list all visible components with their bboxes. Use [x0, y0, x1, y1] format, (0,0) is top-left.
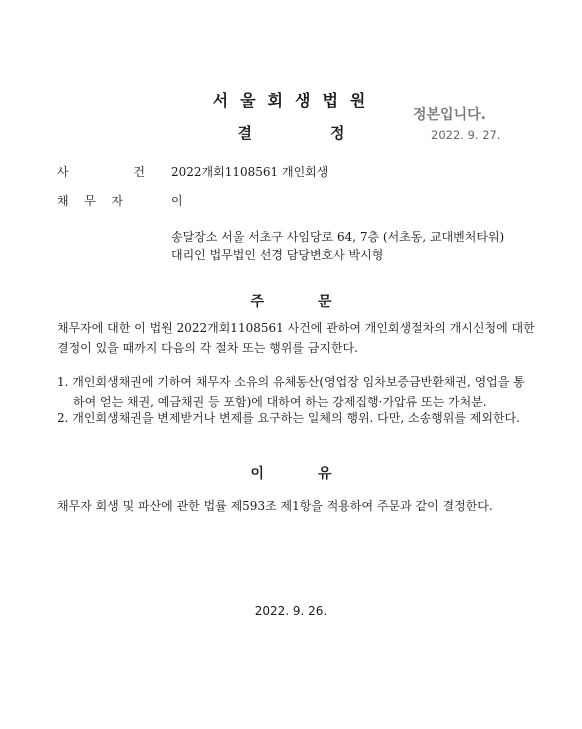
certified-copy-stamp: 정본입니다.: [413, 107, 486, 123]
case-label-char: 건: [133, 165, 145, 179]
reason-heading: 이유: [250, 466, 386, 482]
debtor-label-char: 무: [84, 194, 96, 208]
decision-date: 2022. 9. 26.: [254, 604, 328, 618]
order-item: 2. 개인회생채권을 변제받거나 변제를 요구하는 일체의 행위. 다만, 소송행위를 제외한다.: [57, 411, 520, 425]
legal-agent: 대리인 법무법인 선경 담당변호사 박시형: [171, 248, 384, 262]
case-label: [57, 163, 145, 180]
stamp-date: 2022. 9. 27.: [431, 128, 501, 142]
case-number: 2022개회1108561 개인회생: [171, 165, 329, 179]
service-address: 송달장소 서울 서초구 사임당로 64, 7층 (서초동, 교대벤처타워): [171, 230, 505, 244]
court-name: 서울회생법원: [212, 91, 378, 110]
order-item: 1. 개인회생채권에 기하여 채무자 소유의 유체동산(영업장 임차보증금반환채권, 영업을 통하여 얻는 채권, 예금채권 등 포함)에 대하여 하는 강제집행·가압류 또는 가처분.: [57, 375, 525, 409]
case-label-char: 사: [57, 165, 69, 179]
document-type-title: 결정: [237, 124, 423, 142]
order-intro: 채무자에 대한 이 법원 2022개회1108561 사건에 관하여 개인회생절차의 개시신청에 대한 결정이 있을 때까지 다음의 각 절차 또는 행위를 금지한다.: [57, 321, 535, 355]
debtor-label-char: 자: [111, 194, 123, 208]
debtor-label: [57, 192, 123, 209]
debtor-label-char: 채: [57, 194, 69, 208]
order-heading: 주문: [250, 294, 386, 310]
reason-text: 채무자 회생 및 파산에 관한 법률 제593조 제1항을 적용하여 주문과 같이 결정한다.: [57, 499, 493, 513]
debtor-name: 이: [171, 194, 183, 208]
